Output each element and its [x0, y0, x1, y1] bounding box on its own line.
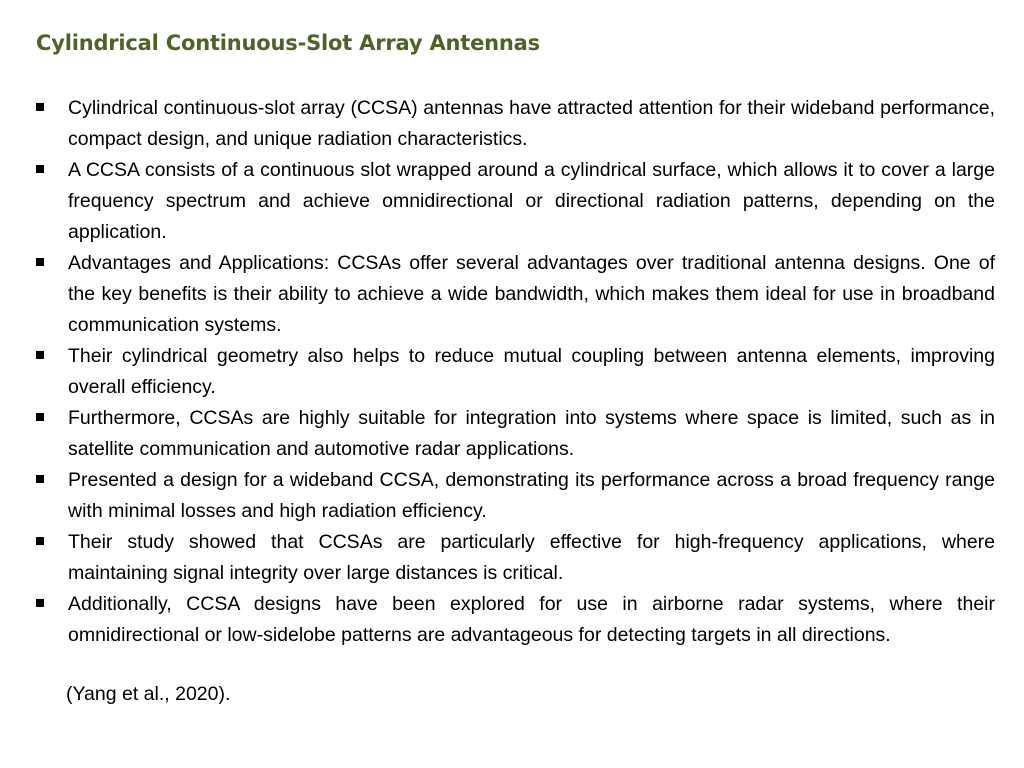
- square-bullet-icon: [36, 475, 44, 483]
- bullet-text: Additionally, CCSA designs have been explored for use in airborne radar systems, where their omnidirectional or low-sidelobe patterns are advantageous for detecting targets in all directions.: [68, 593, 995, 646]
- bullet-text: Their study showed that CCSAs are particularly effective for high-frequency applications, where maintaining signal integrity over large distances is critical.: [68, 531, 995, 584]
- bullet-text: A CCSA consists of a continuous slot wrapped around a cylindrical surface, which allows it to cover a large frequency spectrum and achieve omnidirectional or directional radiation patterns, depending on the application.: [68, 159, 995, 243]
- bullet-item: [0, 527, 1024, 589]
- bullet-item: [0, 465, 1024, 527]
- square-bullet-icon: [36, 599, 44, 607]
- bullet-item: [0, 589, 1024, 651]
- slide-title: Cylindrical Continuous-Slot Array Antennas: [36, 31, 540, 55]
- bullet-text: Presented a design for a wideband CCSA, demonstrating its performance across a broad frequency range with minimal losses and high radiation efficiency.: [68, 469, 995, 522]
- square-bullet-icon: [36, 165, 44, 173]
- bullet-item: [0, 341, 1024, 403]
- bullet-text: Their cylindrical geometry also helps to reduce mutual coupling between antenna elements, improving overall efficiency.: [68, 345, 995, 398]
- square-bullet-icon: [36, 258, 44, 266]
- bullet-text: Advantages and Applications: CCSAs offer several advantages over traditional antenna designs. One of the key benefits is their ability to achieve a wide bandwidth, which makes them ideal for use in broadband communication systems.: [68, 252, 995, 336]
- square-bullet-icon: [36, 103, 44, 111]
- bullet-item: [0, 93, 1024, 155]
- bullet-item: [0, 248, 1024, 341]
- bullet-text: Furthermore, CCSAs are highly suitable for integration into systems where space is limited, such as in satellite communication and automotive radar applications.: [68, 407, 995, 460]
- bullet-item: [0, 403, 1024, 465]
- square-bullet-icon: [36, 413, 44, 421]
- citation: (Yang et al., 2020).: [66, 683, 231, 705]
- bullet-list: [0, 93, 1024, 651]
- bullet-item: [0, 155, 1024, 248]
- square-bullet-icon: [36, 537, 44, 545]
- bullet-text: Cylindrical continuous-slot array (CCSA) antennas have attracted attention for their wideband performance, compact design, and unique radiation characteristics.: [68, 97, 995, 150]
- square-bullet-icon: [36, 351, 44, 359]
